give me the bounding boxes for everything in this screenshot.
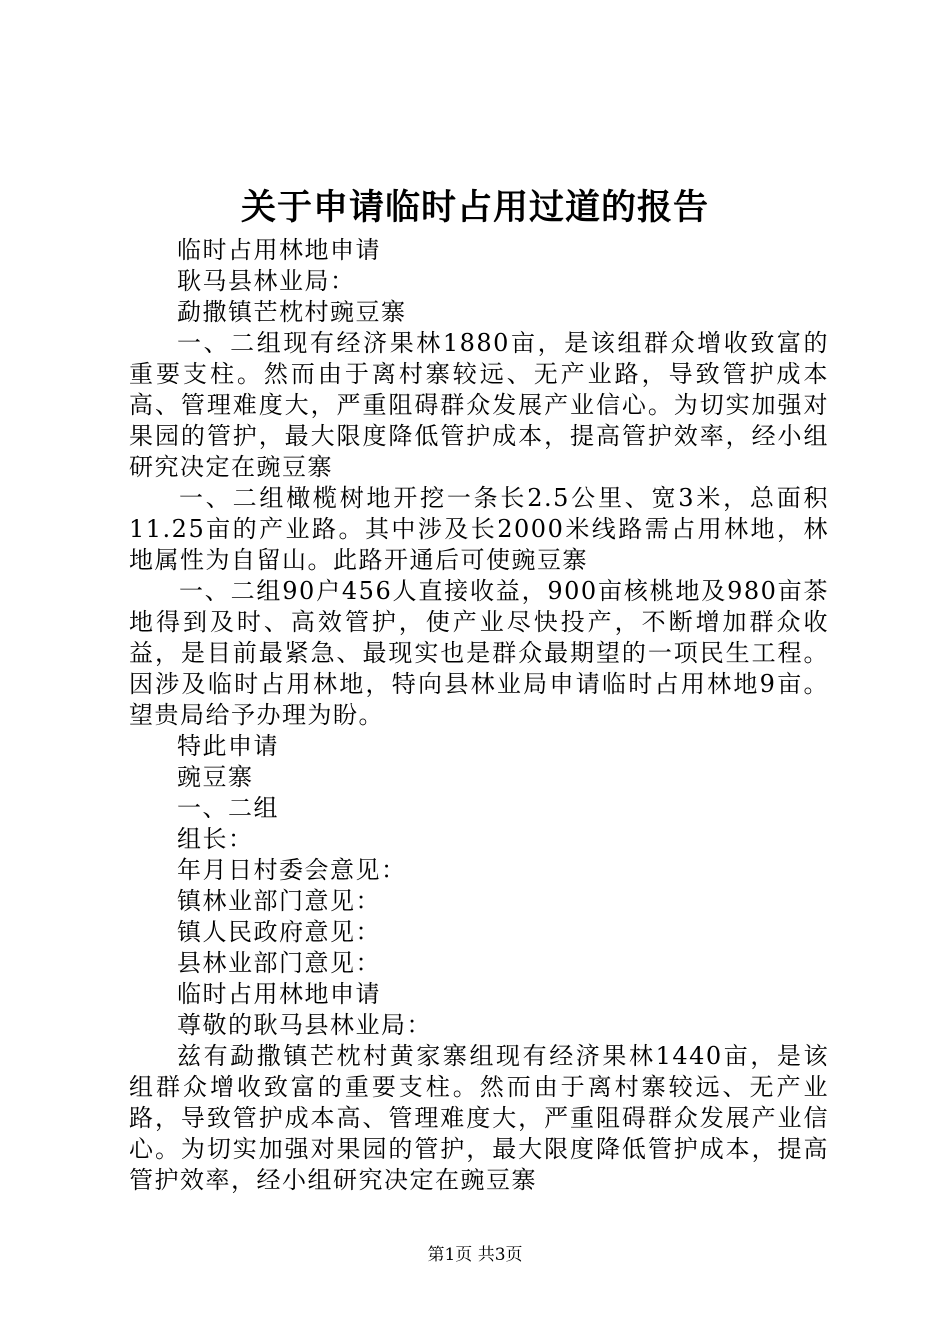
page-title: 关于申请临时占用过道的报告 (240, 187, 709, 228)
paragraph-village-committee-opinion: 年月日村委会意见： (177, 856, 407, 884)
document-body (129, 235, 829, 1196)
paragraph-road-plan: 一、二组橄榄树地开挖一条长2.5公里、宽3米，总面积11.25亩的产业路。其中涉及长2000米线路需占用林地，林地属性为自留山。此路开通后可使豌豆寨 (129, 484, 829, 574)
paragraph-group-leader: 组长： (177, 825, 254, 853)
paragraph-village: 勐撒镇芒枕村豌豆寨 (177, 298, 407, 326)
paragraph-second-addressee: 尊敬的耿马县林业局： (177, 1011, 432, 1039)
paragraph-application-heading: 临时占用林地申请 (177, 236, 381, 264)
page-footer: 第1页 共3页 (427, 1245, 523, 1265)
paragraph-town-forestry-opinion: 镇林业部门意见： (177, 887, 381, 915)
paragraph-county-forestry-opinion: 县林业部门意见： (177, 949, 381, 977)
paragraph-town-government-opinion: 镇人民政府意见： (177, 918, 381, 946)
paragraph-benefit-request: 一、二组90户456人直接收益，900亩核桃地及980亩茶地得到及时、高效管护，使产业尽快投产，不断增加群众收益，是目前最紧急、最现实也是群众最期望的一项民生工程。因涉及临时占用林地，特向县林业局申请临时占用林地9亩。望贵局给予办理为盼。 (129, 577, 829, 729)
paragraph-second-orchard-background: 兹有勐撒镇芒枕村黄家寨组现有经济果林1440亩，是该组群众增收致富的重要支柱。然而由于离村寨较远、无产业路，导致管护成本高、管理难度大，严重阻碍群众发展产业信心。为切实加强对果园的管护，最大限度降低管护成本，提高管护效率，经小组研究决定在豌豆寨 (129, 1042, 829, 1194)
paragraph-orchard-background: 一、二组现有经济果林1880亩，是该组群众增收致富的重要支柱。然而由于离村寨较远、无产业路，导致管护成本高、管理难度大，严重阻碍群众发展产业信心。为切实加强对果园的管护，最大限度降低管护成本，提高管护效率，经小组研究决定在豌豆寨 (129, 329, 829, 481)
paragraph-second-application-heading: 临时占用林地申请 (177, 980, 381, 1008)
paragraph-addressee: 耿马县林业局： (177, 267, 356, 295)
paragraph-closing: 特此申请 (177, 732, 279, 760)
paragraph-signature-village: 豌豆寨 (177, 763, 254, 791)
paragraph-signature-groups: 一、二组 (177, 794, 279, 822)
